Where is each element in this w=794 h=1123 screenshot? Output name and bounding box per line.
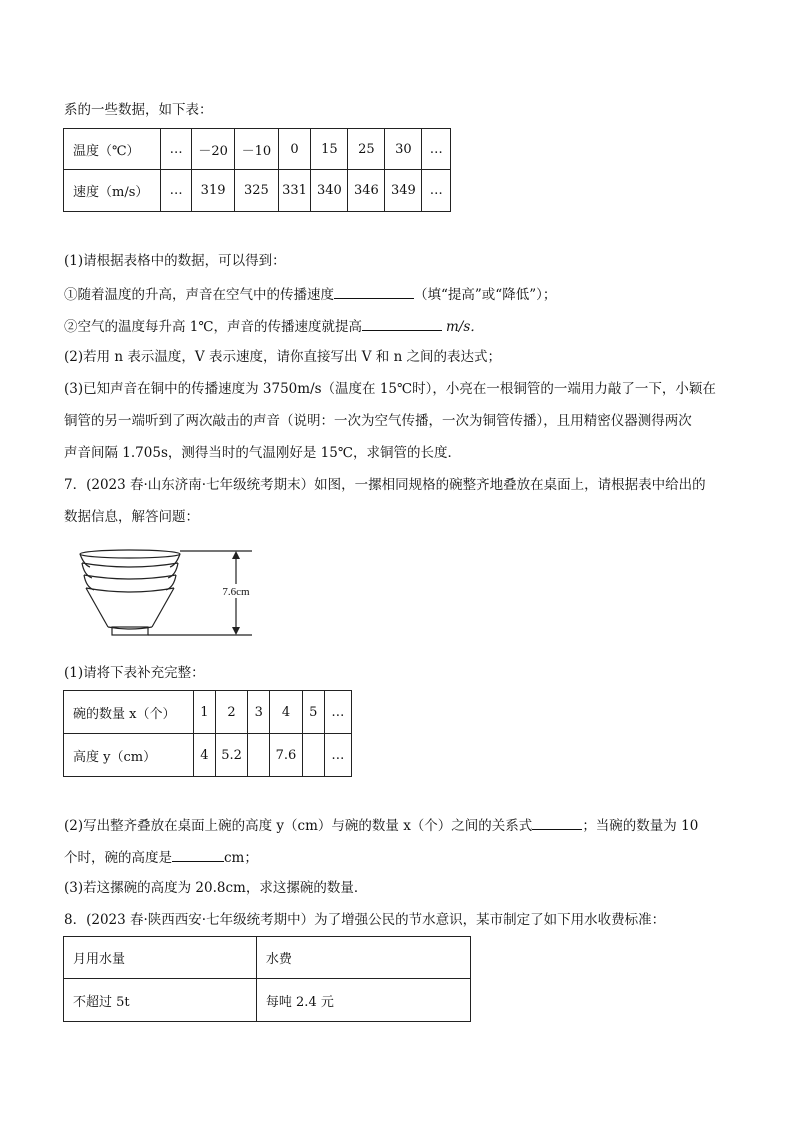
q7-part2-line2-text: 个时，碗的高度是 xyxy=(64,850,172,866)
table-cell: … xyxy=(324,734,351,777)
table-cell: 319 xyxy=(191,170,234,212)
bowl-rim xyxy=(86,588,174,592)
table-cell: 4 xyxy=(270,691,302,734)
q8-header: 8．(2023 春·陕西西安·七年级统考期中）为了增强公民的节水意识，某市制定了如下用水收费标准： xyxy=(64,912,666,928)
q7-part2-line1 xyxy=(64,815,698,835)
table-cell: 5 xyxy=(302,691,324,734)
bowl-side xyxy=(86,588,108,627)
stacked-bowls-diagram xyxy=(70,545,270,645)
q6-part1a-text: ①随着温度的升高，声音在空气中的传播速度 xyxy=(64,287,334,303)
answer-blank[interactable] xyxy=(334,284,414,299)
q7-part2-line2-unit: cm； xyxy=(224,850,258,866)
height-label: 7.6cm xyxy=(222,586,250,598)
bowl-height-table xyxy=(63,690,352,777)
table-cell: 7.6 xyxy=(270,734,302,777)
table-cell: 0 xyxy=(278,129,311,170)
table-cell: … xyxy=(422,129,451,170)
table-cell: 325 xyxy=(235,170,278,212)
arrow-head-up xyxy=(232,551,240,559)
q6-part1b-text: ②空气的温度每升高 1℃，声音的传播速度就提高 xyxy=(64,319,362,335)
answer-blank[interactable] xyxy=(362,316,442,331)
bowl-rim xyxy=(84,575,176,579)
q6-part1a xyxy=(64,284,556,304)
table-cell: 月用水量 xyxy=(64,937,257,979)
table-cell: 4 xyxy=(193,734,215,777)
temperature-speed-table xyxy=(63,128,451,212)
arrow-head-down xyxy=(232,627,240,635)
q6-part3-line3: 声音间隔 1.705s，测得当时的气温刚好是 15℃，求铜管的长度． xyxy=(64,445,461,461)
table-cell: 15 xyxy=(311,129,348,170)
table-cell: 3 xyxy=(248,691,270,734)
table-cell: 碗的数量 x（个） xyxy=(64,691,194,734)
bowl-side xyxy=(152,588,174,627)
table-cell: … xyxy=(422,170,451,212)
q6-part3-line1: (3)已知声音在铜中的传播速度为 3750m/s（温度在 15℃时），小亮在一根铜管的一端用力敲了一下，小颖在 xyxy=(64,381,716,397)
table-cell: 温度（℃） xyxy=(64,129,161,170)
q7-part2-line2 xyxy=(64,847,258,867)
q6-part1a-hint: （填“提高”或“降低”）； xyxy=(414,287,557,303)
table-cell: 30 xyxy=(385,129,422,170)
table-cell: 340 xyxy=(311,170,348,212)
table-cell: 1 xyxy=(193,691,215,734)
table-row xyxy=(64,734,352,777)
table-row xyxy=(64,979,471,1022)
bowl-edge xyxy=(166,575,176,590)
q7-header-line2: 数据信息，解答问题： xyxy=(64,509,199,525)
table-cell: 5.2 xyxy=(215,734,247,777)
q7-part2-text-after: ；当碗的数量为 10 xyxy=(582,818,699,834)
table-row xyxy=(64,937,471,979)
answer-blank[interactable] xyxy=(532,815,582,830)
table-cell: 高度 y（cm） xyxy=(64,734,194,777)
table-row xyxy=(64,129,451,170)
bowl-edge xyxy=(84,575,94,590)
bowl-rim xyxy=(82,563,178,567)
table-cell: 2 xyxy=(215,691,247,734)
table-cell: 331 xyxy=(278,170,311,212)
table-cell: 速度（m/s） xyxy=(64,170,161,212)
intro-text: 系的一些数据，如下表： xyxy=(64,102,213,118)
q6-part1: (1)请根据表格中的数据，可以得到： xyxy=(64,253,286,269)
table-row xyxy=(64,170,451,212)
q7-header-line1: 7．(2023 春·山东济南·七年级统考期末）如图，一摞相同规格的碗整齐地叠放在桌面上，请根据表中给出的 xyxy=(64,477,706,493)
table-cell: 349 xyxy=(385,170,422,212)
table-cell-blank[interactable] xyxy=(248,734,270,777)
table-cell: 346 xyxy=(348,170,385,212)
table-row xyxy=(64,691,352,734)
table-cell: －10 xyxy=(235,129,278,170)
q6-part3-line2: 铜管的另一端听到了两次敲击的声音（说明：一次为空气传播，一次为铜管传播），且用精密仪器测得两次 xyxy=(64,413,692,429)
table-cell: … xyxy=(324,691,351,734)
table-cell: … xyxy=(161,170,192,212)
table-cell: 不超过 5t xyxy=(64,979,257,1022)
table-cell: 25 xyxy=(348,129,385,170)
q6-part1b-unit: m/s． xyxy=(445,319,484,335)
bowl-rim xyxy=(80,550,180,558)
table-cell: 水费 xyxy=(256,937,470,979)
table-cell: … xyxy=(161,129,192,170)
q6-part1b xyxy=(64,316,484,336)
table-cell-blank[interactable] xyxy=(302,734,324,777)
answer-blank[interactable] xyxy=(172,847,224,862)
q7-part2-text: (2)写出整齐叠放在桌面上碗的高度 y（cm）与碗的数量 x（个）之间的关系式 xyxy=(64,818,533,834)
q6-part2: (2)若用 n 表示温度，V 表示速度，请你直接写出 V 和 n 之间的表达式； xyxy=(64,349,502,365)
table-cell: 每吨 2.4 元 xyxy=(256,979,470,1022)
q7-part3: (3)若这摞碗的高度为 20.8cm，求这摞碗的数量． xyxy=(64,880,368,896)
q7-part1: (1)请将下表补充完整： xyxy=(64,665,205,681)
water-fee-table xyxy=(63,936,471,1022)
table-cell: －20 xyxy=(191,129,234,170)
